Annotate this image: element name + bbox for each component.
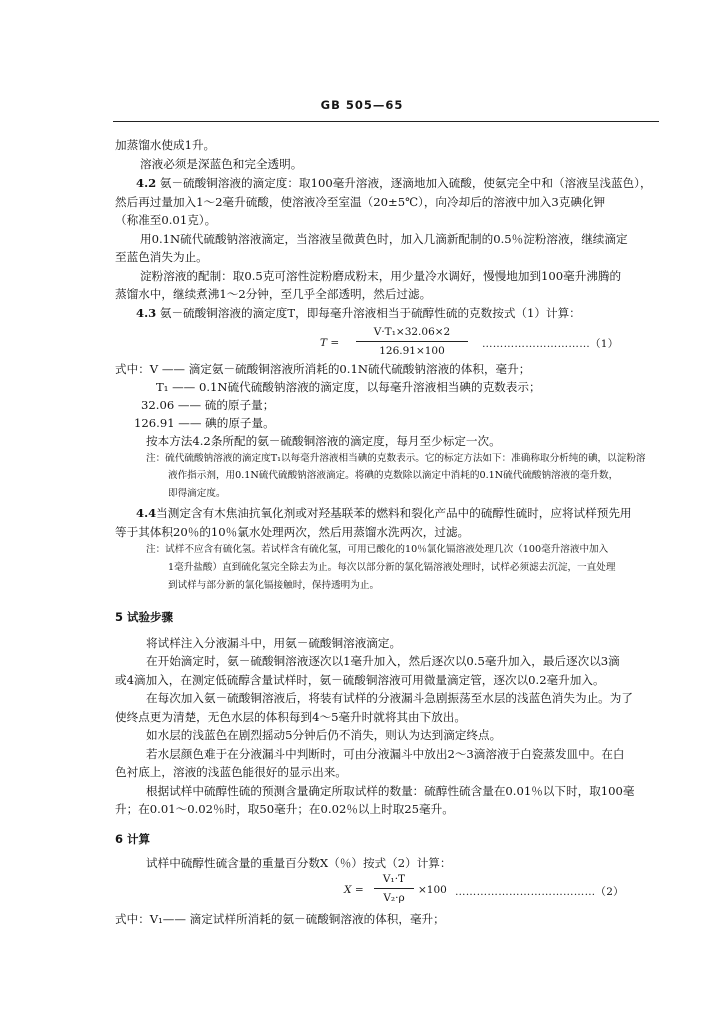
text-line: 淀粉溶液的配制：取0.5克可溶性淀粉磨成粉末，用少量冷水调好，慢慢地加到100毫升沸腾的 — [140, 269, 622, 283]
equation-lhs: T = — [320, 337, 340, 349]
symbol-definition: 式中：V₁—— 滴定试样所消耗的氨－硫酸铜溶液的体积，毫升； — [115, 912, 445, 926]
text-line: 使终点更为清楚，无色水层的体积每到4～5毫升时就将其由下放出。 — [115, 710, 466, 724]
clause-text: 氨－硫酸铜溶液的滴定度T，即每毫升溶液相当于硫醇性硫的克数按式（1）计算： — [159, 306, 581, 320]
text-line: 按本方法4.2条所配的氨－硫酸铜溶液的滴定度，每月至少标定一次。 — [146, 434, 501, 448]
equation-lhs: X = — [344, 884, 364, 896]
text-line: 试样中硫醇性硫含量的重量百分数X（％）按式（2）计算： — [146, 856, 452, 870]
text-line: 或4滴加入，在测定低硫醇含量试样时，氨－硫酸铜溶液可用微量滴定管，逐次以0.2毫升加入。 — [115, 673, 605, 687]
fraction-bar — [374, 888, 414, 889]
header-rule — [113, 121, 659, 122]
clause-4-2 — [136, 176, 652, 190]
text-line: 如水层的浅蓝色在剧烈摇动5分钟后仍不消失，则认为达到滴定终点。 — [146, 728, 502, 742]
section-heading-6: 6 计算 — [115, 832, 151, 846]
equation-numerator: V₁·T — [382, 873, 406, 885]
text-line: 然后再过量加入1～2毫升硫酸，使溶液冷至室温（20±5℃），向冷却后的溶液中加入3克碘化钾 — [115, 195, 606, 209]
note-line: 注：试样不应含有硫化氢。若试样含有硫化氢，可用已酸化的10％氯化镉溶液处理几次（100毫升溶液中加入 — [146, 544, 609, 555]
note-line: 注：硫代硫酸钠溶液的滴定度T₁以每毫升溶液相当碘的克数表示。它的标定方法如下：准确称取分析纯的碘，以淀粉溶 — [146, 453, 646, 464]
note-line: 到试样与部分新的氯化镉接触时，保持透明为止。 — [168, 580, 380, 591]
text-line: 溶液必须是深蓝色和完全透明。 — [140, 157, 303, 171]
clause-4-4 — [136, 506, 632, 520]
text-line: 在每次加入氨－硫酸铜溶液后，将装有试样的分液漏斗急剧振荡至水层的浅蓝色消失为止。为了 — [146, 691, 633, 705]
text-line: 至蓝色消失为止。 — [115, 250, 208, 264]
text-line: （称准至0.01克）。 — [115, 213, 217, 227]
equation-number: …………………………（1） — [482, 338, 619, 350]
note-line: 液作指示剂，用0.1N硫代硫酸钠溶液滴定。将碘的克数除以滴定中消耗的0.1N硫代硫酸钠溶液的毫升数， — [168, 470, 619, 481]
equation-numerator: V·T₁×32.06×2 — [373, 326, 451, 338]
clause-number: 4.3 — [136, 306, 157, 320]
text-line: 若水层颜色难于在分液漏斗中判断时，可由分液漏斗中放出2～3滴溶液于白瓷蒸发皿中。在白 — [146, 747, 625, 761]
equation-denominator: 126.91×100 — [379, 345, 445, 357]
equation-denominator: V₂·ρ — [383, 892, 405, 904]
symbol-definition: 126.91 —— 碘的原子量。 — [134, 416, 275, 430]
clause-text: 氨－硫酸铜溶液的滴定度：取100毫升溶液，逐滴地加入硫酸，使氨完全中和（溶液呈浅蓝色）， — [159, 176, 652, 190]
text-line: 加蒸馏水使成1升。 — [115, 138, 216, 152]
text-line: 蒸馏水中，继续煮沸1～2分钟，至几乎全部透明，然后过滤。 — [115, 287, 432, 301]
text-line: 在开始滴定时，氨－硫酸铜溶液逐次以1毫升加入，然后逐次以0.5毫升加入，最后逐次以3滴 — [146, 654, 620, 668]
text-line: 用0.1N硫代硫酸钠溶液滴定，当溶液呈微黄色时，加入几滴新配制的0.5％淀粉溶液，继续滴定 — [140, 232, 628, 246]
symbol-definition: 32.06 —— 硫的原子量； — [141, 398, 275, 412]
section-heading-5: 5 试验步骤 — [115, 610, 174, 624]
note-line: 1毫升盐酸）直到硫化氢完全除去为止。每次以部分新的氯化镉溶液处理时，试样必须滤去沉淀，一直处理 — [168, 562, 616, 573]
text-line: 等于其体积20％的10％氯水处理两次，然后用蒸馏水洗两次，过滤。 — [115, 525, 470, 539]
running-header: GB 505—65 — [320, 98, 404, 112]
equation-tail: ×100 — [418, 884, 447, 896]
clause-number: 4.2 — [136, 176, 157, 190]
clause-number: 4.4 — [136, 506, 157, 520]
equation-number: …………………………………（2） — [455, 886, 624, 898]
clause-text: 当测定含有木焦油抗氧化剂或对羟基联苯的燃料和裂化产品中的硫醇性硫时，应将试样预先用 — [156, 506, 632, 520]
text-line: 升；在0.01～0.02％时，取50毫升；在0.02％以上时取25毫升。 — [115, 802, 454, 816]
text-line: 根据试样中硫醇性硫的预测含量确定所取试样的数量：硫醇性硫含量在0.01％以下时，取100毫 — [146, 784, 635, 798]
symbol-definition: 式中：V —— 滴定氨－硫酸铜溶液所消耗的0.1N硫代硫酸钠溶液的体积，毫升； — [115, 362, 531, 376]
symbol-definition: T₁ —— 0.1N硫代硫酸钠溶液的滴定度，以每毫升溶液相当碘的克数表示； — [156, 380, 541, 394]
text-line: 色衬底上，溶液的浅蓝色能很好的显示出来。 — [115, 765, 347, 779]
fraction-bar — [356, 341, 468, 342]
clause-4-3 — [136, 306, 581, 320]
note-line: 即得滴定度。 — [168, 488, 226, 499]
text-line: 将试样注入分液漏斗中，用氨－硫酸铜溶液滴定。 — [146, 636, 402, 650]
